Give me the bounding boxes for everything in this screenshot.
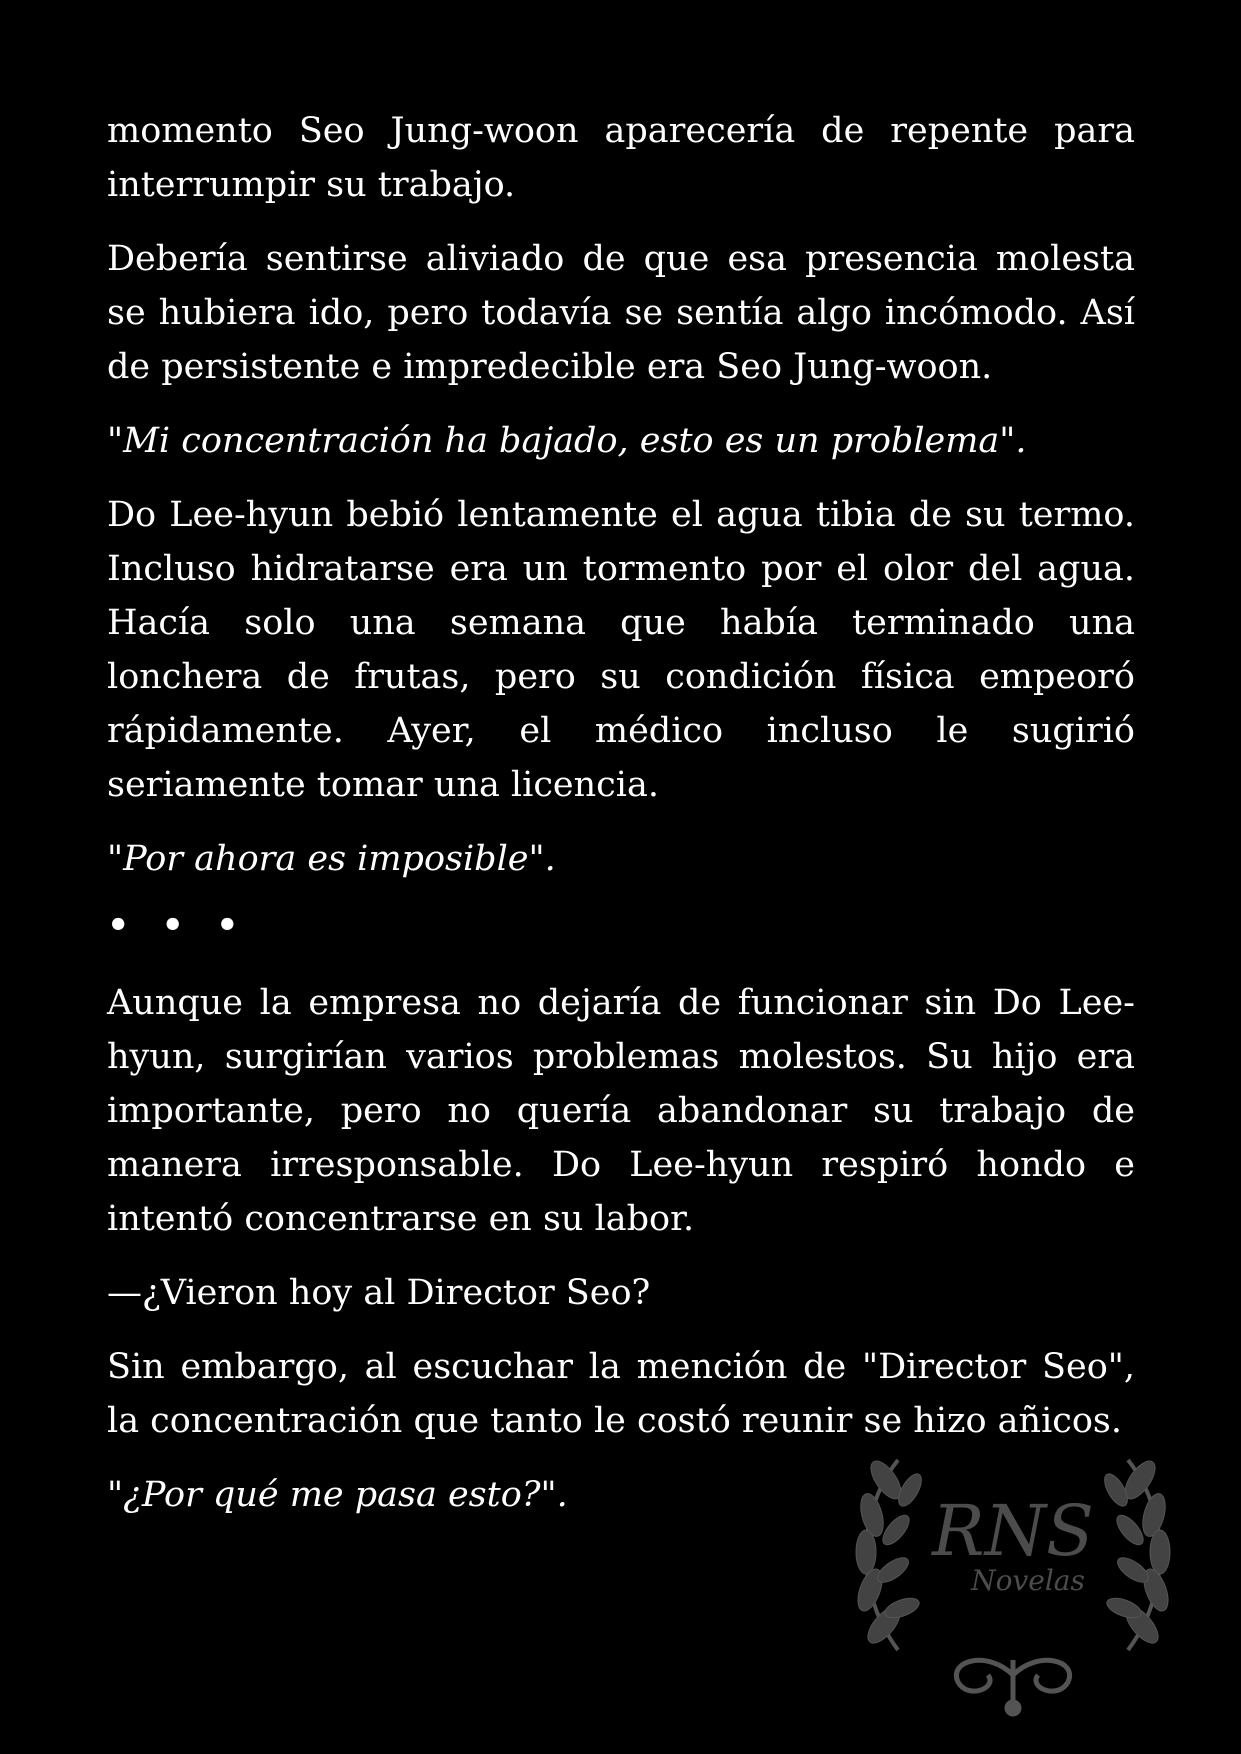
thought-line-3: "¿Por qué me pasa esto?". — [107, 1475, 568, 1515]
laurel-right-icon — [1100, 1456, 1173, 1650]
ornament-scroll-icon — [956, 1660, 1069, 1714]
watermark-main-text: RNS — [932, 1490, 1094, 1572]
paragraph-2: Debería sentirse aliviado de que esa presencia molesta se hubiera ido, pero todavía se sentía algo incómodo. Así de persistente e impredecible era Seo Jung-woon. — [107, 239, 1135, 387]
watermark-logo — [838, 1420, 1188, 1720]
thought-line-2: "Por ahora es imposible". — [107, 839, 556, 879]
dialogue-line: —¿Vieron hoy al Director Seo? — [107, 1273, 651, 1313]
paragraph-3: Do Lee-hyun bebió lentamente el agua tibia de su termo. Incluso hidratarse era un tormento por el olor del agua. Hacía solo una semana que había terminado una lonchera de frutas, pero su condición física empeoró rápidamente. Ayer, el médico incluso le sugirió seriamente tomar una licencia. — [107, 495, 1135, 805]
paragraph-1: momento Seo Jung-woon aparecería de repente para interrumpir su trabajo. — [107, 111, 1135, 205]
watermark-sub-text: Novelas — [971, 1564, 1085, 1597]
document-body — [107, 104, 1135, 1542]
laurel-left-icon — [853, 1456, 926, 1650]
thought-line-1: "Mi concentración ha bajado, esto es un problema". — [107, 421, 1027, 461]
scene-break: • • • — [107, 905, 249, 946]
paragraph-4: Aunque la empresa no dejaría de funcionar sin Do Lee-hyun, surgirían varios problemas molestos. Su hijo era importante, pero no quería abandonar su trabajo de manera irresponsable. Do Lee-hyun respiró hondo e intentó concentrarse en su labor. — [107, 983, 1135, 1239]
paragraph-5: Sin embargo, al escuchar la mención de "Director Seo", la concentración que tanto le costó reunir se hizo añicos. — [107, 1347, 1135, 1441]
